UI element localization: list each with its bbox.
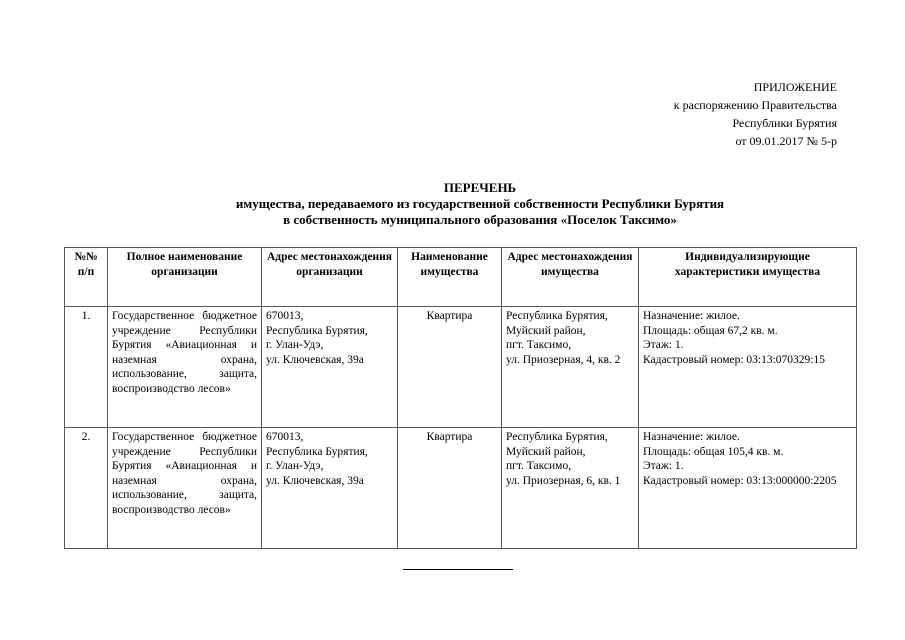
- row-org-name: Государственное бюджетное учреждение Республики Бурятия «Авиационная и наземная охрана, использование, защита, воспроизводство лесов»: [108, 428, 262, 549]
- characteristic-line: Кадастровый номер: 03:13:000000:2205: [643, 474, 837, 487]
- header-org-name: Полное наименование организации: [108, 248, 262, 307]
- row-characteristics: [639, 307, 857, 428]
- characteristic-line: Назначение: жилое.: [643, 310, 740, 322]
- title-subtitle-1: имущества, передаваемого из государственной собственности Республики Бурятия: [235, 196, 725, 211]
- property-address-line: Республика Бурятия,: [506, 310, 608, 322]
- row-property-name: Квартира: [398, 428, 502, 549]
- characteristic-line: Площадь: общая 67,2 кв. м.: [643, 324, 778, 337]
- table-header-row: [65, 248, 857, 307]
- org-address-line: г. Улан-Удэ,: [266, 339, 324, 351]
- title-subtitle-2: в собственность муниципального образования «Поселок Таксимо»: [283, 212, 677, 227]
- org-address-line: Республика Бурятия,: [266, 324, 368, 337]
- row-property-address: [502, 307, 639, 428]
- org-address-line: Республика Бурятия,: [266, 445, 368, 458]
- property-table: [64, 247, 857, 549]
- property-address-line: Муйский район,: [506, 324, 586, 337]
- table-row: [65, 428, 857, 549]
- characteristic-line: Этаж: 1.: [643, 339, 684, 351]
- appendix-order-line: к распоряжению Правительства: [673, 98, 837, 112]
- property-address-line: ул. Приозерная, 4, кв. 2: [506, 353, 621, 366]
- header-num: [65, 248, 108, 307]
- header-property-name: Наименование имущества: [398, 248, 502, 307]
- org-address-line: 670013,: [266, 431, 304, 443]
- row-num: 2.: [65, 428, 108, 549]
- appendix-label: ПРИЛОЖЕНИЕ: [753, 80, 837, 94]
- row-org-name: Государственное бюджетное учреждение Республики Бурятия «Авиационная и наземная охрана, использование, защита, воспроизводство лесов»: [108, 307, 262, 428]
- row-property-address: [502, 428, 639, 549]
- appendix-block: [674, 78, 837, 150]
- header-num-line1: №№: [74, 251, 98, 263]
- characteristic-line: Кадастровый номер: 03:13:070329:15: [643, 353, 826, 366]
- org-address-line: г. Улан-Удэ,: [266, 460, 324, 472]
- appendix-republic-line: Республики Бурятия: [732, 116, 837, 130]
- header-characteristics: Индивидуализирующие характеристики имущества: [639, 248, 857, 307]
- property-address-line: ул. Приозерная, 6, кв. 1: [506, 474, 621, 487]
- title-heading: ПЕРЕЧЕНЬ: [443, 180, 517, 195]
- row-org-address: [262, 307, 398, 428]
- property-address-line: пгт. Таксимо,: [506, 339, 572, 351]
- org-address-line: 670013,: [266, 310, 304, 322]
- header-org-address: Адрес местонахождения организации: [262, 248, 398, 307]
- characteristic-line: Назначение: жилое.: [643, 431, 740, 443]
- characteristic-line: Площадь: общая 105,4 кв. м.: [643, 445, 784, 458]
- document-title: [64, 180, 896, 228]
- row-characteristics: [639, 428, 857, 549]
- row-property-name: Квартира: [398, 307, 502, 428]
- row-org-address: [262, 428, 398, 549]
- property-address-line: Муйский район,: [506, 445, 586, 458]
- table-row: [65, 307, 857, 428]
- characteristic-line: Этаж: 1.: [643, 460, 684, 472]
- org-address-line: ул. Ключевская, 39а: [266, 353, 364, 366]
- property-address-line: Республика Бурятия,: [506, 431, 608, 443]
- row-num: 1.: [65, 307, 108, 428]
- appendix-date-number: от 09.01.2017 № 5-р: [735, 134, 837, 148]
- property-address-line: пгт. Таксимо,: [506, 460, 572, 472]
- end-divider: [403, 569, 513, 570]
- header-property-address: Адрес местонахождения имущества: [502, 248, 639, 307]
- org-address-line: ул. Ключевская, 39а: [266, 474, 364, 487]
- header-num-line2: п/п: [77, 265, 95, 278]
